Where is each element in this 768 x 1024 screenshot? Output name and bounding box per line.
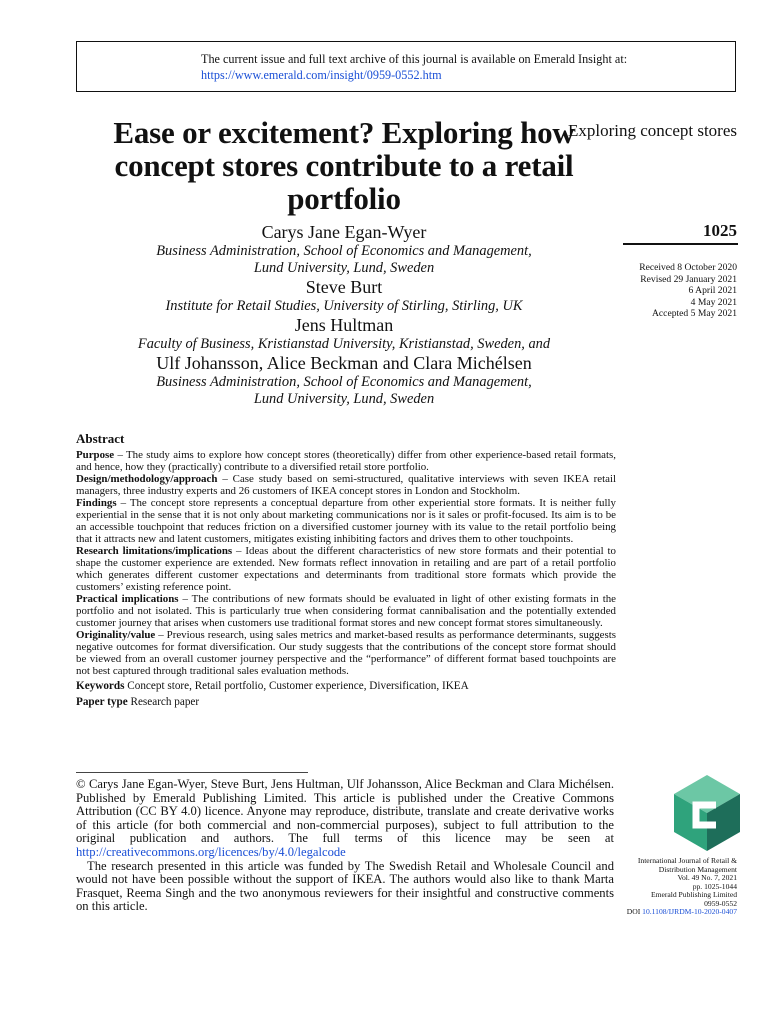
- journal-line: Distribution Management: [658, 864, 737, 874]
- section-label: Purpose: [76, 449, 115, 461]
- running-head: Exploring concept stores: [567, 121, 737, 140]
- author-affiliation: Institute for Retail Studies, University of Stirling, Stirling, UK: [165, 298, 523, 314]
- paper-type: [76, 696, 616, 709]
- footnote-rule: [76, 772, 308, 773]
- author-affiliation: Business Administration, School of Economics and Management,: [156, 243, 532, 259]
- paper-type-text: Research paper: [127, 696, 200, 708]
- section-text: – The concept store represents a conceptual departure from other experiential store formats. It is neither fully experiential in the sense that it is not only about marketing communications nor is it sales or profit-focused. Its aim is to be an accessible touchpoint that reduces friction on a diversified customer journey with its value to the retail portfolio being that it attracts new and latent customers, mitigates existing inhibiting factors and drives them to other touchpoints.: [76, 497, 616, 545]
- author-name: Carys Jane Egan-Wyer: [261, 222, 427, 242]
- section-text: – The study aims to explore how concept stores (theoretically) differ from other experience-based retail formats, and hence, how they (practically) contribute to a diversified retail store portfolio.: [76, 449, 616, 473]
- author-block: [76, 222, 612, 408]
- license-footnote: [76, 778, 614, 914]
- section-text: – Case study based on semi-structured, qualitative interviews with seven IKEA retail managers, three industry experts and 26 customers of IKEA concept stores in London and Stockholm.: [76, 473, 616, 497]
- doi-link[interactable]: 10.1108/IJRDM-10-2020-0407: [642, 907, 737, 916]
- doi-label: DOI: [626, 907, 643, 916]
- margin-rule: [623, 243, 738, 245]
- author-affiliation: Faculty of Business, Kristianstad University, Kristianstad, Sweden, and: [137, 336, 551, 352]
- author-name: Steve Burt: [305, 277, 383, 297]
- journal-info: [577, 857, 737, 917]
- abstract-section-purpose: [76, 449, 616, 473]
- author-affiliation: Lund University, Lund, Sweden: [253, 260, 435, 276]
- section-text: – The contributions of new formats should be evaluated in light of other existing formats in the portfolio and not isolated. This is particularly true when considering format cannibalisation and the potentially extended customer journey that arises when customers use traditional format stores and new concept format stores simultaneously.: [76, 593, 617, 629]
- journal-line: pp. 1025-1044: [692, 881, 737, 891]
- date-revised-3: 4 May 2021: [690, 296, 737, 308]
- journal-line: 0959-0552: [704, 898, 737, 908]
- journal-url-link[interactable]: https://www.emerald.com/insight/0959-0552.htm: [201, 68, 442, 82]
- abstract: [76, 433, 616, 709]
- abstract-section-limitations: [76, 545, 616, 593]
- license-paragraph: [76, 778, 614, 860]
- funding-note: The research presented in this article was funded by The Swedish Retail and Wholesale Council and would not have been possible without the support of IKEA. The authors would also like to thank Marta Frasquet, Reema Singh and the two anonymous reviewers for their insightful and constructive comments on this article.: [76, 858, 614, 914]
- abstract-section-originality: [76, 629, 616, 677]
- abstract-section-design: [76, 473, 616, 497]
- paper-type-label: Paper type: [76, 696, 128, 708]
- author-name: Jens Hultman: [294, 315, 394, 335]
- date-received: Received 8 October 2020: [639, 262, 737, 273]
- abstract-section-findings: [76, 497, 616, 545]
- abstract-heading: Abstract: [76, 431, 125, 446]
- keywords-text: Concept store, Retail portfolio, Customer experience, Diversification, IKEA: [124, 680, 469, 692]
- keywords-label: Keywords: [76, 680, 125, 692]
- section-label: Design/methodology/approach: [76, 473, 218, 485]
- open-access-logo-icon: [674, 775, 740, 851]
- section-text: – Ideas about the different characteristics of new store formats and their potential to shape the customer experience are extended. New formats reflect innovation in retailing and are part of a retail portfolio which generates different customer expectations and determinants from traditional store formats which provide the customers’ existing reference point.: [76, 545, 617, 593]
- date-accepted: Accepted 5 May 2021: [652, 308, 737, 319]
- author-name: Ulf Johansson, Alice Beckman and Clara Michélsen: [156, 353, 532, 373]
- section-label: Practical implications: [76, 593, 179, 605]
- journal-line: Vol. 49 No. 7, 2021: [677, 873, 737, 882]
- journal-line: Emerald Publishing Limited: [650, 890, 737, 899]
- keywords: [76, 680, 616, 693]
- archive-banner: [76, 41, 736, 92]
- page-number: 1025: [703, 221, 737, 240]
- banner-text: The current issue and full text archive of this journal is available on Emerald Insight at:: [201, 52, 628, 66]
- author-affiliation: Business Administration, School of Economics and Management,: [156, 374, 532, 390]
- section-label: Findings: [76, 497, 117, 509]
- license-text: © Carys Jane Egan-Wyer, Steve Burt, Jens Hultman, Ulf Johansson, Alice Beckman and Clara Michélsen. Published by Emerald Publishing Limited. This article is published under the Creative Commons Attribution (CC BY 4.0) licence. Anyone may reproduce, distribute, translate and create derivative works of this article (for both commercial and non-commercial purposes), subject to full attribution to the original publication and authors. The full terms of this licence may be seen at: [76, 777, 614, 846]
- date-revised-2: 6 April 2021: [688, 285, 737, 296]
- journal-line: International Journal of Retail &: [637, 856, 737, 865]
- doi-line: [577, 908, 737, 917]
- section-label: Originality/value: [76, 629, 156, 641]
- author-affiliation: Lund University, Lund, Sweden: [253, 391, 435, 407]
- license-link[interactable]: http://creativecommons.org/licences/by/4.0/legalcode: [76, 844, 346, 859]
- article-title: Ease or excitement? Exploring how concept stores contribute to a retail portfolio: [113, 115, 575, 216]
- date-revised: Revised 29 January 2021: [640, 273, 737, 285]
- abstract-section-practical: [76, 593, 616, 629]
- section-label: Research limitations/implications: [76, 545, 233, 557]
- section-text: – Previous research, using sales metrics and market-based results as performance determinants, suggests negative outcomes for format diversification. Our study suggests that the contributions of the concept store format should be viewed from an overall customer journey perspective and the “performance” of different format based touchpoints are not best captured through traditional sales evaluation methods.: [76, 629, 616, 677]
